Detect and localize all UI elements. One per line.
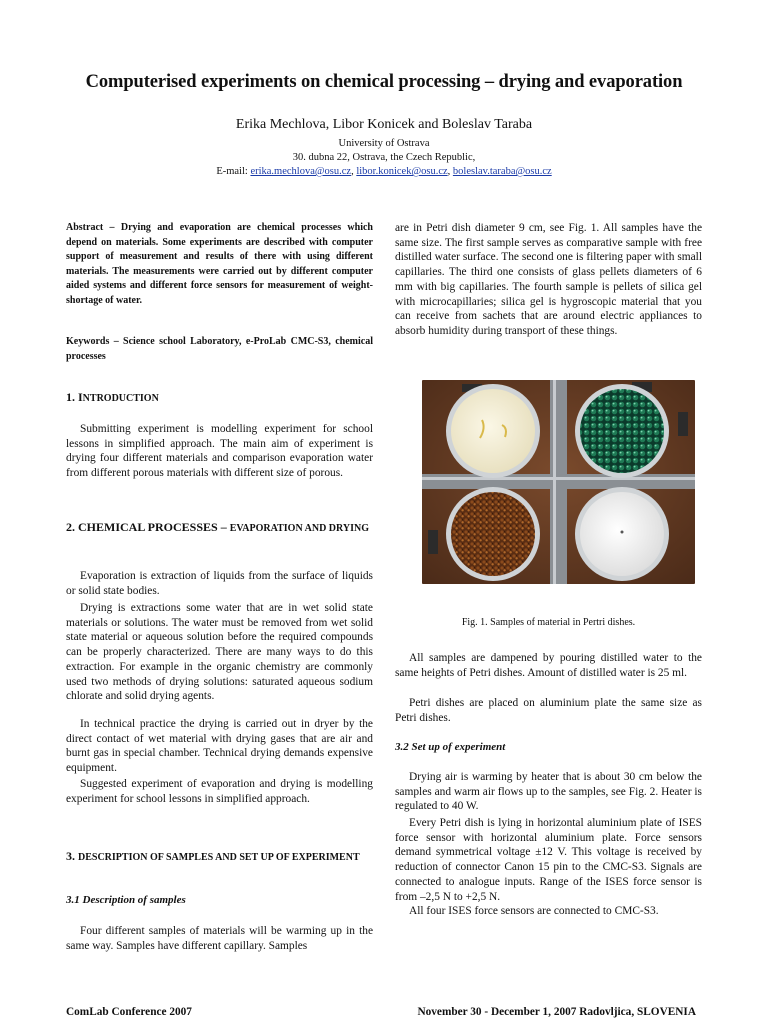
section-3-1-paragraph-2: All samples are dampened by pouring distilled water to the same heights of Petri dishes. Amount of distilled water is 25 ml. [395,652,702,679]
section-3-2-paragraph-2: Every Petri dish is lying in horizontal aluminium plate of ISES force sensor with horizontal aluminium plate. Force sensors demand symmetrical voltage ±12 V. This voltage is received by reduction of connector Canon 15 pin to the CMC-S3. Signals are connected to analogue inputs. Range of the ISES force sensor is from –2,5 N to +2,5 N. [395,817,702,903]
section-3-2-paragraph-3: All four ISES force sensors are connected to CMC-S3. [409,905,659,917]
author-list: Erika Mechlova, Libor Konicek and Boleslav Taraba [235,117,533,132]
section-3-1-paragraph: Four different samples of materials will be warming up in the same way. Samples have different capillary. Samples [66,925,373,952]
figure-1-caption: Fig. 1. Samples of material in Pertri dishes. [461,617,636,628]
paper-title: Computerised experiments on chemical processing – drying and evaporation [85,72,683,92]
university: University of Ostrava [338,138,430,149]
section-2-paragraph-1: Evaporation is extraction of liquids from the surface of liquids or solid state bodies. [66,570,373,597]
email-line: E-mail: erika.mechlova@osu.cz, libor.konicek@osu.cz, boleslav.taraba@osu.cz [216,166,552,177]
section-2-paragraph-4: Suggested experiment of evaporation and drying is modelling experiment for school lessons in simplified approach. [66,778,373,805]
section-3-heading [66,848,373,866]
email-label: E-mail: [216,166,251,177]
section-3-num: 3. [66,849,78,863]
section-2-title: EVAPORATION AND DRYING [229,523,369,534]
abstract: Abstract – Drying and evaporation are chemical processes which depend on materials. Some experiments are described with computer support of measurement and results of there with using different materials. The measurements were carried out by different computer aided systems and different force sensors for measurement of weight-shortage of water. [66,222,373,306]
address: 30. dubna 22, Ostrava, the Czech Republic, [292,152,476,163]
email-link-mechlova[interactable]: erika.mechlova@osu.cz [250,166,352,177]
section-2-num: 2. CHEMICAL PROCESSES – [66,520,230,534]
section-2-paragraph-2: Drying is extractions some water that are in wet solid state materials or solutions. The water must be removed from wet solid state material or aqueous solution before the required compounds can be properly characterized. There are many ways to do this extraction. For example in the organic chemistry are commonly used two methods of drying solutions: saturated aqueous sodium chlorate and solid drying agents. [66,602,373,703]
footer-conference: ComLab Conference 2007 [66,1006,192,1018]
affiliation [40,137,728,179]
section-1-paragraph: Submitting experiment is modelling experiment for school lessons in simplified approach. The main aim of experiment is drying four different materials and comparison evaporation water from different porous materials with different size of porous. [66,423,373,480]
section-2-heading [66,519,373,537]
section-3-1-paragraph-continued: are in Petri dish diameter 9 cm, see Fig. 1. All samples have the same size. The first sample serves as comparative sample with free distilled water surface. The second one is filtering paper with small capillaries. The third one consists of glass pellets diameters of 6 mm with big capillaries. The fourth sample is pellets of silica gel with microcapillaries; silica gel is hygroscopic material that you can receive from sachets that are around electric appliances to absorb humidity during transport of these things. [395,222,702,337]
section-3-title: DESCRIPTION OF SAMPLES AND SET UP OF EXPERIMENT [78,852,360,863]
left-column [66,221,373,952]
subsection-3-2-heading: 3.2 Set up of experiment [395,741,506,753]
section-2-paragraph-3: In technical practice the drying is carried out in dryer by the direct contact of wet material with drying gases that are air and burnt gas in special chamber. Technical drying demands expensive equipment. [66,718,373,775]
section-1-title: NTRODUCTION [82,393,159,404]
email-link-konicek[interactable]: libor.konicek@osu.cz [356,166,448,177]
keywords: Keywords – Science school Laboratory, e-ProLab CMC-S3, chemical processes [66,336,373,362]
email-link-taraba[interactable]: boleslav.taraba@osu.cz [452,166,552,177]
section-3-2-paragraph-1: Drying air is warming by heater that is about 30 cm below the samples and warm air flows up to the samples, see Fig. 2. Heater is regulated to 40 W. [395,771,702,813]
subsection-3-1-heading: 3.1 Description of samples [66,894,186,906]
section-3-1-paragraph-3: Petri dishes are placed on aluminium plate the same size as Petri dishes. [395,697,702,724]
section-1-num: 1. I [66,390,83,404]
footer-date-location: November 30 - December 1, 2007 Radovljica, SLOVENIA [417,1006,696,1018]
figure-1-photo [422,380,695,584]
section-1-heading [66,389,373,407]
